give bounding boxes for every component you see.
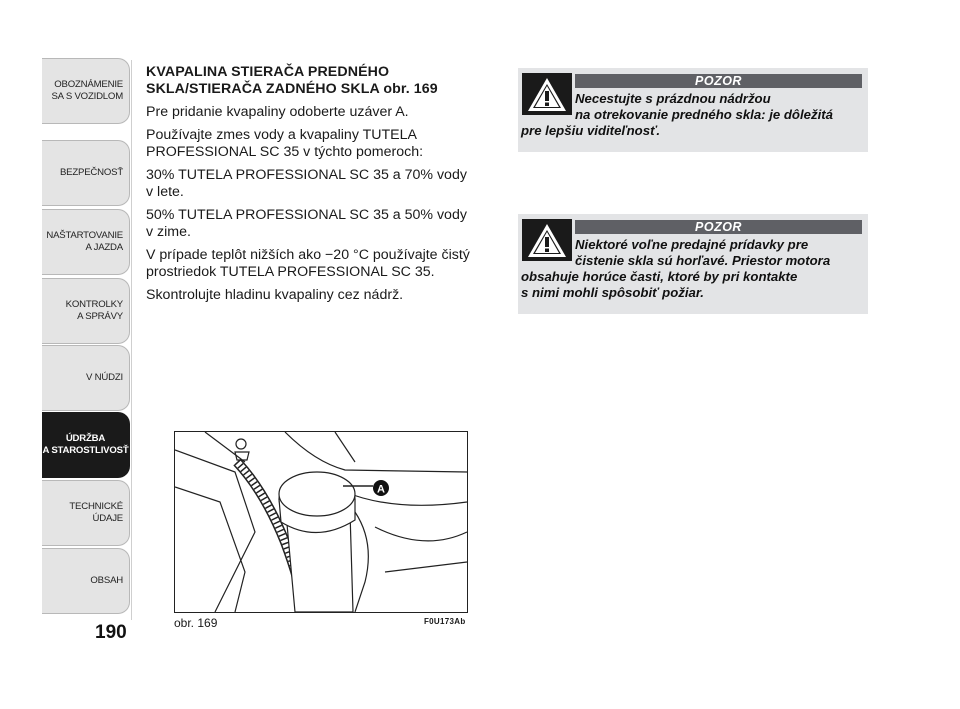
washer-reservoir-illustration [175, 432, 467, 612]
paragraph: 50% TUTELA PROFESSIONAL SC 35 a 50% vody v zime. [146, 207, 467, 240]
warning-title: POZOR [575, 220, 862, 234]
tab-kontrolky[interactable]: KONTROLKY A SPRÁVY [42, 278, 130, 344]
tab-v-nudzi[interactable]: V NÚDZI [42, 345, 130, 411]
figure-caption: obr. 169 [174, 616, 218, 630]
tab-oboznamenie[interactable]: OBOZNÁMENIE SA S VOZIDLOM [42, 58, 130, 124]
figure-code: F0U173Ab [424, 617, 466, 626]
warning-box [518, 68, 868, 152]
main-content [146, 64, 476, 310]
warning-line: Necestujte s prázdnou nádržou [575, 91, 771, 106]
warning-title: POZOR [575, 74, 862, 88]
section-title: KVAPALINA STIERAČA PREDNÉHO SKLA/STIERAČA ZADNÉHO SKLA [146, 64, 390, 97]
tab-technicke-udaje[interactable]: TECHNICKÉ ÚDAJE [42, 480, 130, 546]
section-heading [146, 64, 476, 98]
tab-bezpecnost[interactable]: BEZPEČNOSŤ [42, 140, 130, 206]
warning-text [521, 91, 862, 139]
tab-udrzba[interactable]: ÚDRŽBA A STAROSTLIVOSŤ [42, 412, 130, 478]
warning-line: na otrekovanie predného skla: je dôležitá [575, 107, 833, 122]
tab-nastartovanie[interactable]: NAŠTARTOVANIE A JAZDA [42, 209, 130, 275]
warning-box [518, 214, 868, 314]
warning-line: čistenie skla sú horľavé. Priestor motora [575, 253, 831, 268]
sidebar-divider [131, 60, 132, 620]
warning-line: pre lepšiu viditeľnosť. [521, 123, 661, 138]
callout-label: A [377, 483, 385, 496]
page-number: 190 [95, 622, 127, 643]
paragraph: Používajte zmes vody a kvapaliny TUTELA PROFESSIONAL SC 35 v týchto pomeroch: [146, 127, 424, 160]
paragraph: Skontrolujte hladinu kvapaliny cez nádrž. [146, 287, 404, 303]
warning-line: obsahuje horúce časti, ktoré by pri kontakte s nimi mohli spôsobiť požiar. [521, 269, 798, 300]
paragraph: V prípade teplôt nižších ako −20 °C používajte čistý prostriedok TUTELA PROFESSIONAL SC 35. [146, 247, 470, 280]
warning-text [521, 237, 862, 301]
paragraph: 30% TUTELA PROFESSIONAL SC 35 a 70% vody v lete. [146, 167, 467, 200]
figure-washer-reservoir [174, 431, 468, 613]
figure-reference: obr. 169 [383, 81, 438, 97]
tab-obsah[interactable]: OBSAH [42, 548, 130, 614]
warning-line: Niektoré voľne predajné prídavky pre [575, 237, 809, 252]
paragraph: Pre pridanie kvapaliny odoberte uzáver A. [146, 104, 409, 120]
